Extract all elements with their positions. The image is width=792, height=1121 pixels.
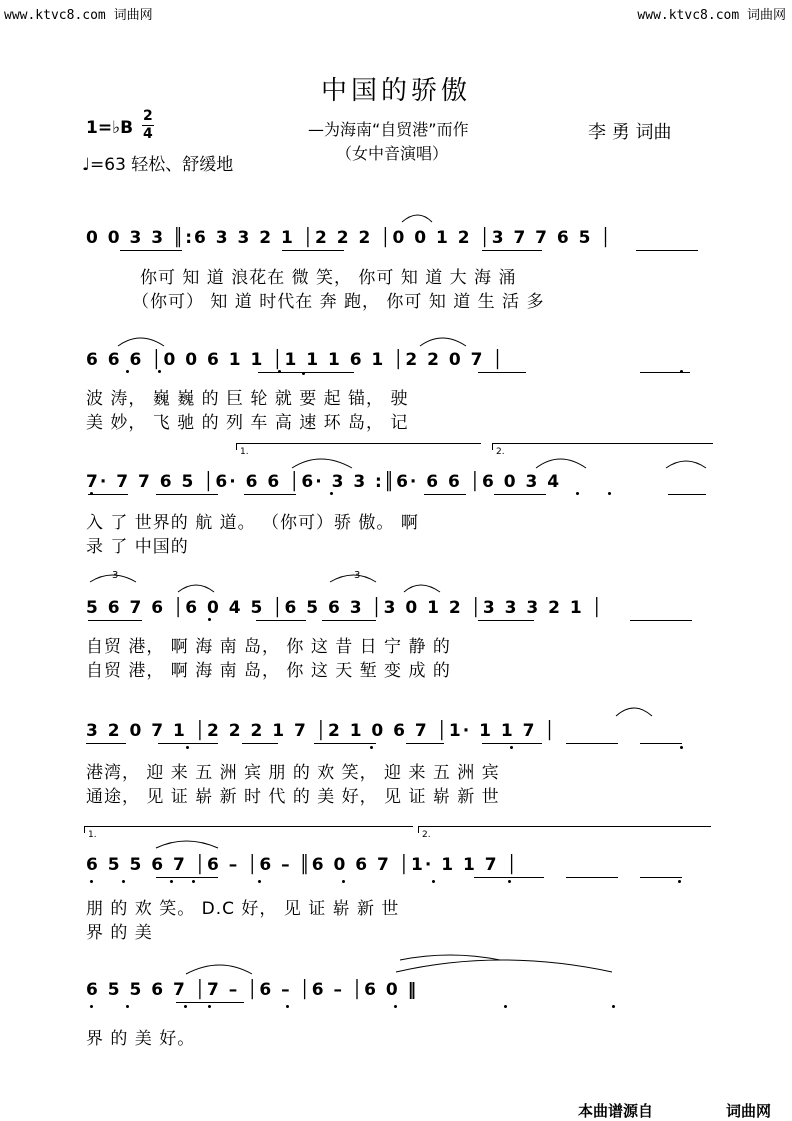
song-title: 中国的骄傲	[320, 76, 471, 106]
octave-dot	[330, 492, 333, 495]
octave-dot	[678, 880, 681, 883]
octave-dot	[90, 880, 93, 883]
volta-number-1: 1.	[240, 447, 249, 457]
slur	[666, 461, 706, 468]
octave-dot	[394, 1005, 397, 1008]
site-watermark-left[interactable]: www.ktvc8.com 词曲网	[4, 8, 153, 23]
footer-site-link[interactable]: 词曲网	[726, 1102, 772, 1120]
song-subtitle: —为海南“自贸港”而作	[308, 120, 469, 139]
tempo-marking: ♩=63 轻松、舒缓地	[82, 155, 234, 175]
octave-dot	[608, 492, 611, 495]
octave-dot	[504, 1005, 507, 1008]
lyric-row-2-verse-1: 波 涛， 巍 巍 的 巨 轮 就 要 起 锚， 驶	[86, 389, 409, 409]
lyric-row-3-verse-1: 入 了 世界的 航 道。 （你可）骄 傲。 啊	[86, 513, 419, 533]
triplet-mark: 3	[112, 570, 119, 581]
lyric-row-3-verse-2: 录 了 中国的	[86, 537, 189, 557]
octave-dot	[192, 880, 195, 883]
octave-dot	[302, 372, 305, 375]
time-signature-bottom: 4	[143, 126, 153, 142]
slur	[118, 338, 164, 346]
slur	[400, 955, 500, 960]
key-signature: 1=♭B	[86, 118, 134, 138]
octave-dot	[278, 370, 281, 373]
octave-dot	[126, 1005, 129, 1008]
lyric-row-6-verse-1: 朋 的 欢 笑。 D.C 好， 见 证 崭 新 世	[86, 899, 400, 919]
footer-source-label: 本曲谱源自	[578, 1102, 654, 1120]
notation-row-1: 0 0 3 3 ║:6 3 3 2 1 │2 2 2 │0 0 1 2 │3 7 7 6 5 │	[86, 228, 613, 248]
octave-dot	[184, 1005, 187, 1008]
octave-dot	[258, 880, 261, 883]
octave-dot	[208, 618, 211, 621]
author-credit: 李 勇 词曲	[588, 122, 672, 143]
lyric-row-4-verse-2: 自贸 港， 啊 海 南 岛， 你 这 天 堑 变 成 的	[86, 661, 451, 681]
slur	[420, 338, 466, 346]
lyric-row-1-verse-1: 你可 知 道 浪花在 微 笑， 你可 知 道 大 海 涌	[140, 268, 517, 288]
volta-number-1b: 1.	[88, 830, 97, 840]
slur	[178, 585, 214, 592]
octave-dot	[612, 1005, 615, 1008]
octave-dot	[90, 1005, 93, 1008]
slur	[396, 960, 612, 972]
notation-row-7: 6 5 5 6 7 │7 – │6 – │6 – │6 0 ‖	[86, 980, 419, 1000]
site-watermark-right[interactable]: www.ktvc8.com 词曲网	[637, 8, 786, 23]
octave-dot	[208, 1005, 211, 1008]
notation-row-2: 6 6 6 │0 0 6 1 1 │1 1 1 6 1 │2 2 0 7 │	[86, 350, 505, 370]
octave-dot	[680, 370, 683, 373]
octave-dot	[680, 746, 683, 749]
slur	[186, 965, 252, 974]
slur	[402, 215, 432, 222]
notation-row-5: 3 2 0 7 1 │2 2 2 1 7 │2 1 0 6 7 │1· 1 1 7 │	[86, 721, 557, 741]
slur	[90, 575, 136, 582]
slur	[404, 585, 440, 592]
slur	[292, 459, 352, 468]
octave-dot	[186, 746, 189, 749]
octave-dot	[170, 880, 173, 883]
time-signature-top: 2	[143, 108, 153, 124]
volta-number-2b: 2.	[422, 830, 431, 840]
octave-dot	[126, 370, 129, 373]
notation-row-6: 6 5 5 6 7 │6 – │6 – ║6 0 6 7 │1· 1 1 7 │	[86, 855, 519, 875]
slur	[536, 459, 586, 468]
volta-number-2: 2.	[496, 447, 505, 457]
octave-dot	[510, 746, 513, 749]
slur	[330, 575, 376, 582]
notation-row-3: 7· 7 7 6 5 │6· 6 6 │6· 3 3 :║6· 6 6 │6 0 3 4	[86, 472, 562, 492]
lyric-row-5-verse-2: 通途， 见 证 崭 新 时 代 的 美 好， 见 证 崭 新 世	[86, 787, 500, 807]
lyric-row-5-verse-1: 港湾， 迎 来 五 洲 宾 朋 的 欢 笑， 迎 来 五 洲 宾	[86, 763, 500, 783]
octave-dot	[508, 880, 511, 883]
lyric-row-7: 界 的 美 好。	[86, 1029, 196, 1049]
triplet-mark: 3	[354, 570, 361, 581]
octave-dot	[432, 880, 435, 883]
singer-note: （女中音演唱）	[336, 144, 449, 163]
octave-dot	[342, 880, 345, 883]
lyric-row-1-verse-2: （你可） 知 道 时代在 奔 跑， 你可 知 道 生 活 多	[132, 292, 545, 312]
octave-dot	[370, 746, 373, 749]
lyric-row-4-verse-1: 自贸 港， 啊 海 南 岛， 你 这 昔 日 宁 静 的	[86, 637, 451, 657]
slur	[156, 841, 218, 848]
lyric-row-6-verse-2: 界 的 美	[86, 923, 153, 943]
octave-dot	[286, 1005, 289, 1008]
octave-dot	[122, 880, 125, 883]
octave-dot	[576, 492, 579, 495]
lyric-row-2-verse-2: 美 妙， 飞 驰 的 列 车 高 速 环 岛， 记	[86, 413, 409, 433]
octave-dot	[158, 370, 161, 373]
octave-dot	[90, 492, 93, 495]
slur	[616, 708, 652, 716]
notation-row-4: 5 6 7 6 │6 0 4 5 │6 5 6 3 │3 0 1 2 │3 3 3 2 1 │	[86, 598, 604, 618]
